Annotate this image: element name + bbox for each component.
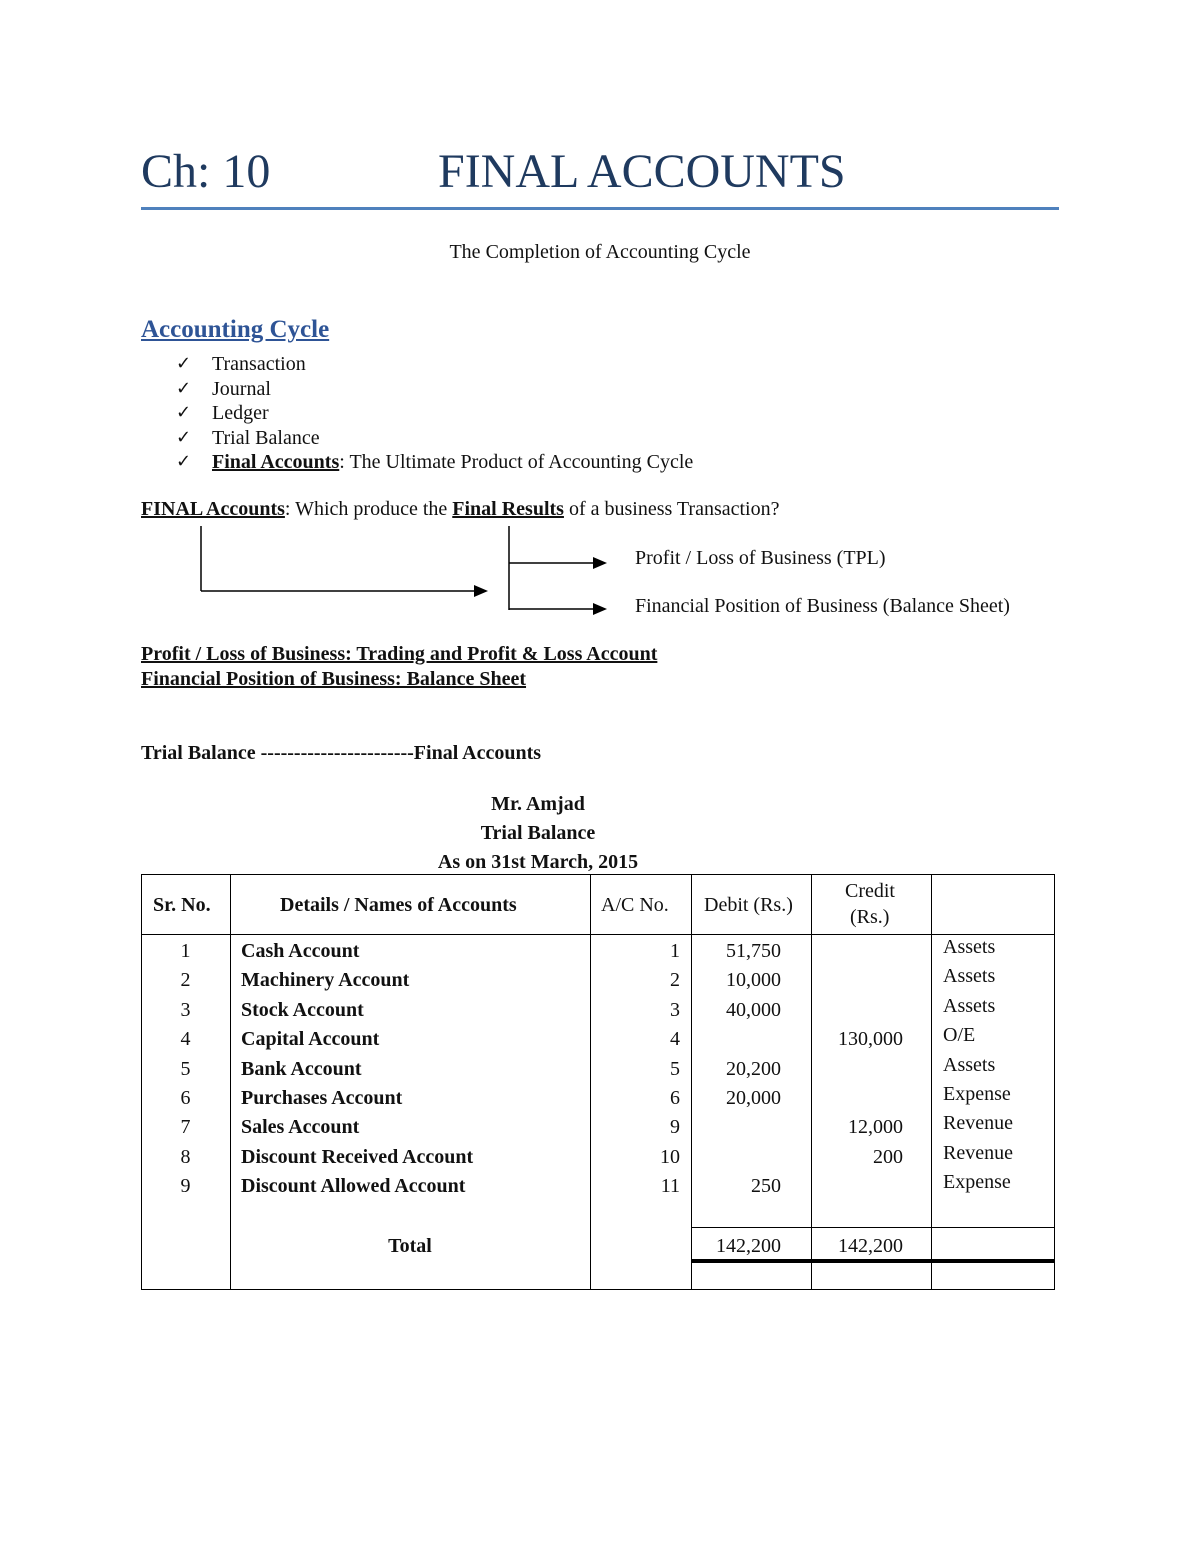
row-sr-no: 1 [180,940,191,962]
row-account-name: Cash Account [241,940,360,962]
row-credit: 130,000 [838,1028,903,1051]
row-account-name: Purchases Account [241,1087,403,1109]
row-ac-no: 4 [670,1028,680,1051]
branch-financial-position: Financial Position of Business (Balance Sheet) [635,595,1010,617]
row-account-name: Sales Account [241,1116,360,1139]
question-text-after: of a business Transaction? [563,498,780,520]
row-debit: 10,000 [726,969,781,992]
profit-loss-definition: Profit / Loss of Business: Trading and Profit & Loss Account [141,643,658,665]
row-credit: 200 [873,1145,903,1168]
column-header-credit: Credit [845,880,895,902]
column-header-debit: Debit (Rs.) [704,894,793,916]
row-account-type: Expense [943,1171,1011,1194]
row-account-type: O/E [943,1024,976,1047]
row-sr-no: 7 [180,1116,191,1139]
column-header-ac-no: A/C No. [601,894,669,916]
row-account-type: Assets [943,994,996,1017]
row-sr-no: 8 [180,1145,191,1168]
column-header-details: Details / Names of Accounts [280,894,517,916]
row-debit: 51,750 [726,940,781,962]
row-sr-no: 4 [180,1028,191,1051]
branch-profit-loss: Profit / Loss of Business (TPL) [635,547,886,569]
row-ac-no: 10 [660,1145,680,1168]
row-account-type: Assets [943,1053,996,1076]
page-title: FINAL ACCOUNTS [438,145,846,198]
row-ac-no: 5 [670,1057,680,1080]
cycle-step: Ledger [212,402,269,425]
row-debit: 20,000 [726,1087,781,1109]
row-sr-no: 9 [180,1175,191,1198]
row-credit: 12,000 [848,1116,903,1139]
row-account-type: Assets [943,936,996,958]
row-sr-no: 6 [180,1087,191,1109]
row-ac-no: 1 [670,940,680,962]
row-account-name: Machinery Account [241,969,410,992]
row-account-name: Capital Account [241,1028,380,1051]
total-credit: 142,200 [838,1235,903,1257]
trial-balance-title: Trial Balance [480,822,596,844]
question-text-before: : Which produce the [284,498,453,520]
checkmark-icon: ✓ [176,402,192,424]
column-header-credit-unit: (Rs.) [850,906,890,928]
final-results-highlight: Final Results [452,498,564,520]
checkmark-icon: ✓ [176,377,192,399]
trial-balance-owner: Mr. Amjad [491,793,585,815]
flow-arrows [0,0,1200,700]
row-debit: 40,000 [726,998,781,1021]
row-sr-no: 2 [180,969,191,992]
row-account-type: Expense [943,1083,1011,1105]
checkmark-icon: ✓ [176,426,192,448]
row-ac-no: 9 [670,1116,680,1139]
final-accounts-label: FINAL Accounts [141,498,285,520]
cycle-step-final: Final Accounts [212,451,340,474]
row-ac-no: 2 [670,969,680,992]
row-account-type: Assets [943,965,996,988]
cycle-step: Transaction [212,353,306,375]
trial-balance-table [141,874,1055,1290]
row-sr-no: 5 [180,1057,191,1080]
row-ac-no: 6 [670,1087,680,1109]
row-sr-no: 3 [180,998,191,1021]
total-label: Total [388,1235,432,1257]
row-ac-no: 11 [660,1175,680,1198]
checkmark-icon: ✓ [176,353,192,374]
flow-line: Trial Balance -----------------------Final Accounts [141,742,542,764]
row-account-name: Discount Received Account [241,1145,474,1168]
trial-balance-date: As on 31st March, 2015 [437,851,639,873]
row-ac-no: 3 [670,998,680,1021]
column-header-sr: Sr. No. [153,894,211,916]
page-subtitle: The Completion of Accounting Cycle [449,241,751,263]
row-account-name: Bank Account [241,1057,362,1080]
accounting-cycle-heading: Accounting Cycle [141,316,330,343]
cycle-step-final-desc: : The Ultimate Product of Accounting Cycle [339,451,694,474]
row-debit: 250 [751,1175,781,1198]
row-account-type: Revenue [943,1141,1013,1164]
row-account-name: Stock Account [241,998,364,1021]
cycle-step: Trial Balance [212,426,320,449]
financial-position-definition: Financial Position of Business: Balance Sheet [141,668,527,690]
checkmark-icon: ✓ [176,451,192,473]
row-account-name: Discount Allowed Account [241,1175,466,1198]
total-debit: 142,200 [716,1235,781,1257]
cycle-step: Journal [212,377,271,400]
row-debit: 20,200 [726,1057,781,1080]
chapter-number: Ch: 10 [141,145,271,198]
row-account-type: Revenue [943,1112,1013,1135]
